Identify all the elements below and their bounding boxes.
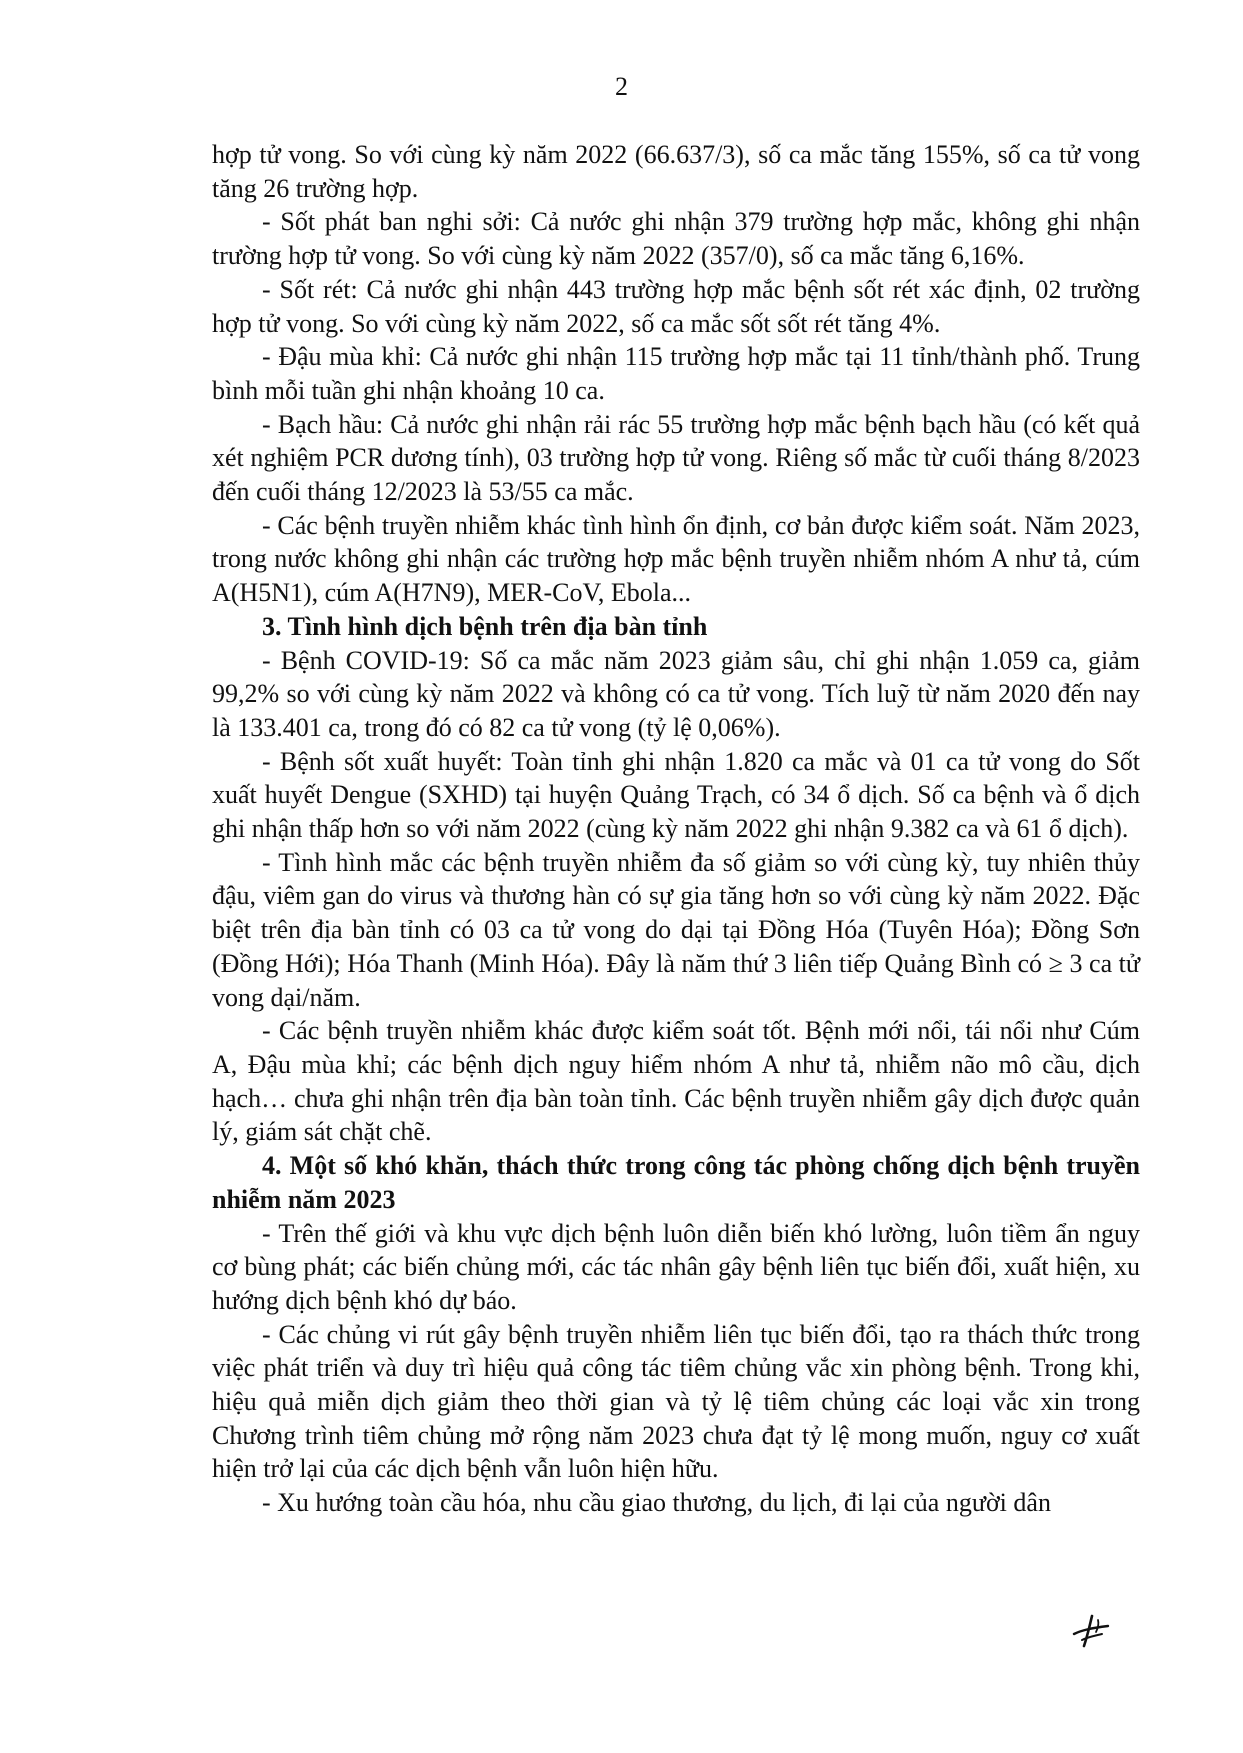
paragraph-mpox: - Đậu mùa khỉ: Cả nước ghi nhận 115 trường hợp mắc tại 11 tỉnh/thành phố. Trung bình mỗi tuần ghi nhận khoảng 10 ca. bbox=[212, 342, 1140, 405]
paragraph-world-situation: - Trên thế giới và khu vực dịch bệnh luôn diễn biến khó lường, luôn tiềm ẩn nguy cơ bùng phát; các biến chủng mới, các tác nhân gây bệnh liên tục biến đổi, xuất hiện, xu hướng dịch bệnh khó dự báo. bbox=[212, 1218, 1140, 1315]
heading-section-4: 4. Một số khó khăn, thách thức trong công tác phòng chống dịch bệnh truyền nhiễm năm 2023 bbox=[212, 1151, 1140, 1214]
paragraph-dengue-tail: hợp tử vong. So với cùng kỳ năm 2022 (66.637/3), số ca mắc tăng 155%, số ca tử vong tăng 26 trường hợp. bbox=[212, 140, 1140, 203]
heading-section-3: 3. Tình hình dịch bệnh trên địa bàn tỉnh bbox=[262, 611, 708, 641]
document-body bbox=[212, 138, 1140, 1520]
paragraph-malaria: - Sốt rét: Cả nước ghi nhận 443 trường hợp mắc bệnh sốt rét xác định, 02 trường hợp tử vong. So với cùng kỳ năm 2022, số ca mắc sốt sốt rét tăng 4%. bbox=[212, 274, 1140, 338]
paragraph-covid: - Bệnh COVID-19: Số ca mắc năm 2023 giảm sâu, chỉ ghi nhận 1.059 ca, giảm 99,2% so với cùng kỳ năm 2022 và không có ca tử vong. Tích luỹ từ năm 2020 đến nay là 133.401 ca, trong đó có 82 ca tử vong (tỷ lệ 0,06%). bbox=[212, 645, 1140, 742]
paragraph-globalization: - Xu hướng toàn cầu hóa, nhu cầu giao thương, du lịch, đi lại của người dân bbox=[262, 1488, 1051, 1518]
initials-signature-icon bbox=[1068, 1610, 1114, 1652]
page-number: 2 bbox=[615, 72, 628, 101]
paragraph-dengue-province: - Bệnh sốt xuất huyết: Toàn tỉnh ghi nhận 1.820 ca mắc và 01 ca tử vong do Sốt xuất huyết Dengue (SXHD) tại huyện Quảng Trạch, có 34 ổ dịch. Số ca bệnh và ổ dịch ghi nhận thấp hơn so với năm 2022 (cùng kỳ năm 2022 ghi nhận 9.382 ca và 61 ổ dịch). bbox=[212, 746, 1140, 844]
paragraph-virus-strains: - Các chủng vi rút gây bệnh truyền nhiễm liên tục biến đổi, tạo ra thách thức trong việc phát triển và duy trì hiệu quả công tác tiêm chủng vắc xin phòng bệnh. Trong khi, hiệu quả miễn dịch giảm theo thời gian và tỷ lệ tiêm chủng các loại vắc xin trong Chương trình tiêm chủng mở rộng năm 2023 chưa đạt tỷ lệ mong muốn, nguy cơ xuất hiện trở lại của các dịch bệnh vẫn luôn hiện hữu. bbox=[212, 1319, 1140, 1484]
paragraph-measles: - Sốt phát ban nghi sởi: Cả nước ghi nhận 379 trường hợp mắc, không ghi nhận trường hợp tử vong. So với cùng kỳ năm 2022 (357/0), số ca mắc tăng 6,16%. bbox=[212, 207, 1140, 271]
paragraph-infectious-situation: - Tình hình mắc các bệnh truyền nhiễm đa số giảm so với cùng kỳ, tuy nhiên thủy đậu, viêm gan do virus và thương hàn có sự gia tăng hơn so với cùng kỳ năm 2022. Đặc biệt trên địa bàn tỉnh có 03 ca tử vong do dại tại Đồng Hóa (Tuyên Hóa); Đồng Sơn (Đồng Hới); Hóa Thanh (Minh Hóa). Đây là năm thứ 3 liên tiếp Quảng Bình có ≥ 3 ca tử vong dại/năm. bbox=[212, 847, 1140, 1012]
paragraph-diphtheria: - Bạch hầu: Cả nước ghi nhận rải rác 55 trường hợp mắc bệnh bạch hầu (có kết quả xét nghiệm PCR dương tính), 03 trường hợp tử vong. Riêng số mắc từ cuối tháng 8/2023 đến cuối tháng 12/2023 là 53/55 ca mắc. bbox=[212, 409, 1140, 507]
paragraph-controlled-diseases: - Các bệnh truyền nhiễm khác được kiểm soát tốt. Bệnh mới nổi, tái nổi như Cúm A, Đậu mùa khỉ; các bệnh dịch nguy hiểm nhóm A như tả, nhiễm não mô cầu, dịch hạch… chưa ghi nhận trên địa bàn toàn tỉnh. Các bệnh truyền nhiễm gây dịch được quản lý, giám sát chặt chẽ. bbox=[212, 1016, 1140, 1147]
paragraph-other-diseases: - Các bệnh truyền nhiễm khác tình hình ổn định, cơ bản được kiểm soát. Năm 2023, trong nước không ghi nhận các trường hợp mắc bệnh truyền nhiễm nhóm A như tả, cúm A(H5N1), cúm A(H7N9), MER-CoV, Ebola... bbox=[212, 510, 1140, 608]
